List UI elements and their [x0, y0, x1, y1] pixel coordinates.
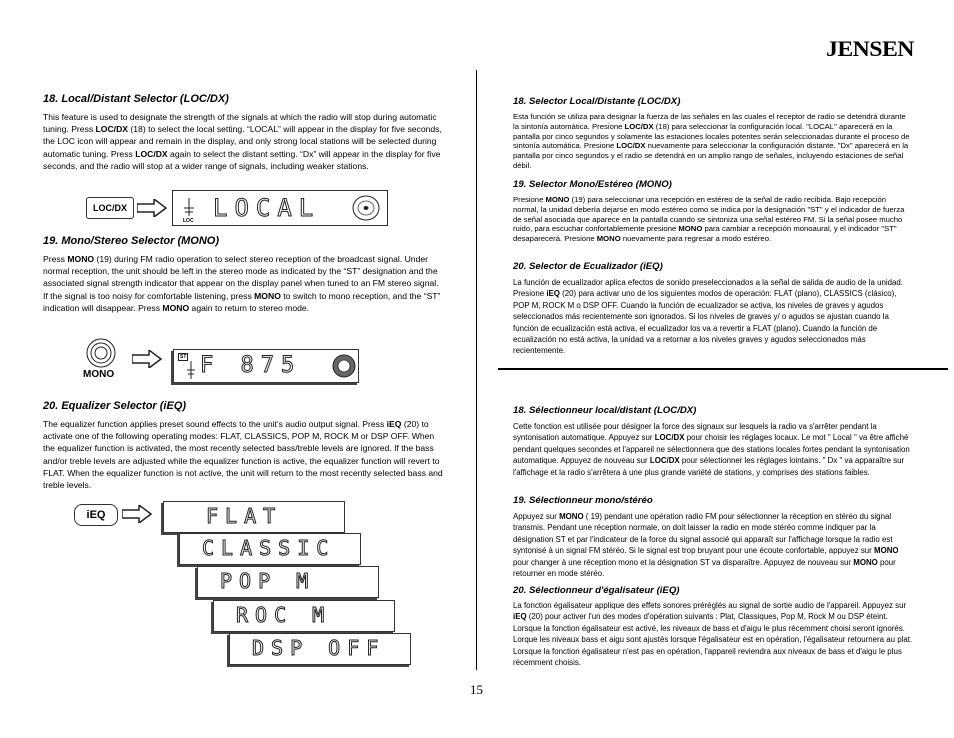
signal-strength-icon	[183, 196, 195, 218]
lcd-text-local: LOCAL	[213, 194, 321, 222]
section-title-mono-es: 19. Selector Mono/Estéreo (MONO)	[513, 179, 672, 190]
section-title-ieq-es: 20. Selector de Ecualizador (iEQ)	[513, 261, 663, 272]
lcd-display-eq-pop	[197, 566, 379, 598]
section-title-loc-dx: 18. Local/Distant Selector (LOC/DX)	[43, 93, 229, 105]
cd-disc-icon	[351, 194, 381, 222]
lcd-display-eq-flat	[163, 501, 345, 533]
arrow-right-icon	[132, 350, 162, 368]
lcd-display-eq-rock	[213, 600, 395, 632]
lcd-text-eq-flat: FLAT	[206, 504, 283, 528]
column-divider	[476, 70, 477, 670]
section-body-mono: Press MONO (19) during FM radio operation to select stereo reception of the broadcast signal. Under normal reception, the unit should be left in the stereo mode as indicated by the “ST” designation and the associated signal strength indicator that appear on the display panel when tuned to an FM stereo signal. If the signal is too noisy for comfortable listening, press MONO to switch to mono reception, and the “ST” indication will disappear. Press MONO again to return to stereo mode.	[43, 254, 441, 313]
page-number: 15	[470, 682, 483, 697]
lcd-text-eq-pop: POP M	[220, 569, 316, 593]
section-title-mono: 19. Mono/Stereo Selector (MONO)	[43, 235, 220, 247]
lcd-text-frequency: F 875	[200, 353, 302, 378]
section-title-ieq-fr: 20. Sélectionneur d'égalisateur (iEQ)	[513, 585, 680, 596]
lcd-text-eq-rock: ROC M	[236, 603, 332, 627]
lcd-display-eq-classic	[179, 533, 361, 565]
lcd-text-eq-classic: CLASSIC	[202, 536, 336, 560]
section-body-ieq: The equalizer function applies preset sound effects to the unit’s audio output signal. Press iEQ (20) to activate one of the following operating modes: FLAT, CLASSICS, POP M, ROCK M or DSP OFF. When the equalizer function is activated, the most recently selected bass/treble levels are ignored. If the bass and/or treble levels are adjusted while the equalizer function is active, the equalizer function will revert to FLAT. When the equalizer function is not active, the unit will return to the most recently selected bass and treble levels.	[43, 419, 443, 491]
arrow-right-icon	[122, 505, 152, 523]
section-body-loc-dx-fr: Cette fonction est utilisée pour désigner la force des signaux sur lesquels la radio va s'arrêter pendant la syntonisation automatique. Appuyez sur LOC/DX pour choisir les réglages locaux. Le mot " Local " va être affiché pendant quelques secondes et l'appareil ne sélectionnera que des stations locales fortes pendant la syntonisation automatique. Appuyez de nouveau sur LOC/DX pour sélectionner les réglages lointains. " Dx " va apparaître sur l'affichage et la radio s'arrêtera à une plus grande variété de stations, y comprises des stations faibles.	[513, 422, 910, 477]
section-body-ieq-fr: La fonction égalisateur applique des effets sonores préréglés au signal de sortie audio de l'appareil. Appuyez sur iEQ (20) pour activer l'un des modes d'opération suivants : Plat, Classiques, Pop M, Rock M ou DSP éteint. Lorsque la fonction égalisateur est activé, les niveaux de bass et d'aigu le plus récemment choisi seront ignorés. Lorque les niveaux bass et aigu sont ajustés lorsque l'égalisateur est en opération, l'égalisateur retournera au plat. Lorsque la fonction égalisateur n'est pas en opération, l'appareil reviendra aux niveaux de bass et d'aigu le plus récemment choisis.	[513, 601, 913, 668]
section-title-mono-fr: 19. Sélectionneur mono/stéréo	[513, 495, 653, 506]
mono-knob-icon[interactable]	[85, 337, 117, 369]
section-title-loc-dx-es: 18. Selector Local/Distante (LOC/DX)	[513, 96, 681, 107]
section-title-loc-dx-fr: 18. Sélectionneur local/distant (LOC/DX)	[513, 405, 697, 416]
section-title-ieq: 20. Equalizer Selector (iEQ)	[43, 400, 187, 412]
section-body-mono-fr: Appuyez sur MONO ( 19) pendant une opération radio FM pour sélectionner la réception en stéréo du signal transmis. Pendant une réception normale, on doit laisser la radio en mode stéréo comme indiquer par la désignation ST et par l'indicateur de la force du signal associé qui apparaît sur l'affichage lorsque la radio est syntonisé à un signal FM stéréo. Si le signal est trop bruyant pour une écoute confortable, appuyez sur MONO pour changer à une réception mono et la désignation ST va disparaître. Appuyez de nouveau sur MONO pour retourner en mode stéréo.	[513, 512, 899, 579]
section-body-mono-es: Presione MONO (19) para seleccionar una recepción en estéreo de la señal de radio recibida. Bajo recepción normal, la unidad debería dejarse en modo estéreo como se indica por la designación "ST" y el indicador de fuerza de señal asociada que aparece en la pantalla cuando se sintoniza una señal estéreo FM. Si la señal posee mucho ruido, para escuchar confortablemente presione MONO para cambiar a recepción monoaural, y el indicador "ST" desaparecerá. Presione MONO nuevamente para regresar a modo estéreo.	[513, 195, 905, 244]
arrow-right-icon	[137, 199, 167, 217]
section-body-ieq-es: La función de ecualizador aplica efectos de sonido preseleccionados a la señal de salida de audio de la unidad. Presione iEQ (20) para activar uno de los siguientes modos de operación: FLAT (plano), CLASSICS (clásico), POP M, ROCK M o DSP OFF. Cuando la función de ecualizador se activa, los niveles de graves y agudos seleccionados más recientemente son ignorados. Si los niveles de graves y/ o agudos se ajustan cuando la función de ecualización está activa, el ecualizador los va a revertir a FLAT (plano). Cuando la función de ecualización no está activa, la unidad va a retornar a los niveles graves y agudos seleccionados más recientemente.	[513, 278, 903, 356]
lcd-display-eq-dsp	[229, 633, 411, 665]
section-body-loc-dx: This feature is used to designate the strength of the signals at which the radio will stop during automatic tuning. Press LOC/DX (18) to select the local setting. “LOCAL” will appear in the display for five seconds, the LOC icon will appear and remain in the display, and only strong local stations will be selected during automatic tuning. Press LOC/DX again to select the distant setting. “Dx” will appear in the display for five seconds, and the radio will stop at a wider range of signals, including weaker stations.	[43, 112, 442, 171]
lcd-st-indicator: ST	[180, 354, 187, 360]
section-body-loc-dx-es: Esta función se utiliza para designar la fuerza de las señales en las cuales el receptor de radio se detendrá durante la sintonía automática. Presione LOC/DX (18) para seleccionar la configuración local. "LOCAL" aparecerá en la pantalla por cinco segundos y solamente las estaciones locales potentes serán seleccionadas durante el proceso de sintonía automática. Presione LOC/DX nuevamente para seleccionar la configuración distante. "Dx" aparecerá en la pantalla por cinco segundos y el radio se detendrá en un amplio rango de señales, incluyendo estaciones de señal débil.	[513, 112, 910, 170]
mono-button-label: MONO	[83, 369, 115, 380]
lcd-text-eq-dsp: DSP OFF	[252, 636, 386, 660]
ieq-button[interactable]: iEQ	[74, 504, 118, 526]
jensen-logo: JENSEN	[826, 36, 914, 61]
signal-strength-icon	[186, 360, 196, 380]
cd-disc-icon	[332, 353, 356, 379]
lcd-display-local	[172, 190, 388, 226]
lcd-loc-indicator: LOC	[183, 218, 194, 224]
lcd-display-mono	[173, 349, 359, 383]
loc-dx-button[interactable]: LOC/DX	[86, 197, 134, 219]
section-divider	[498, 368, 948, 370]
